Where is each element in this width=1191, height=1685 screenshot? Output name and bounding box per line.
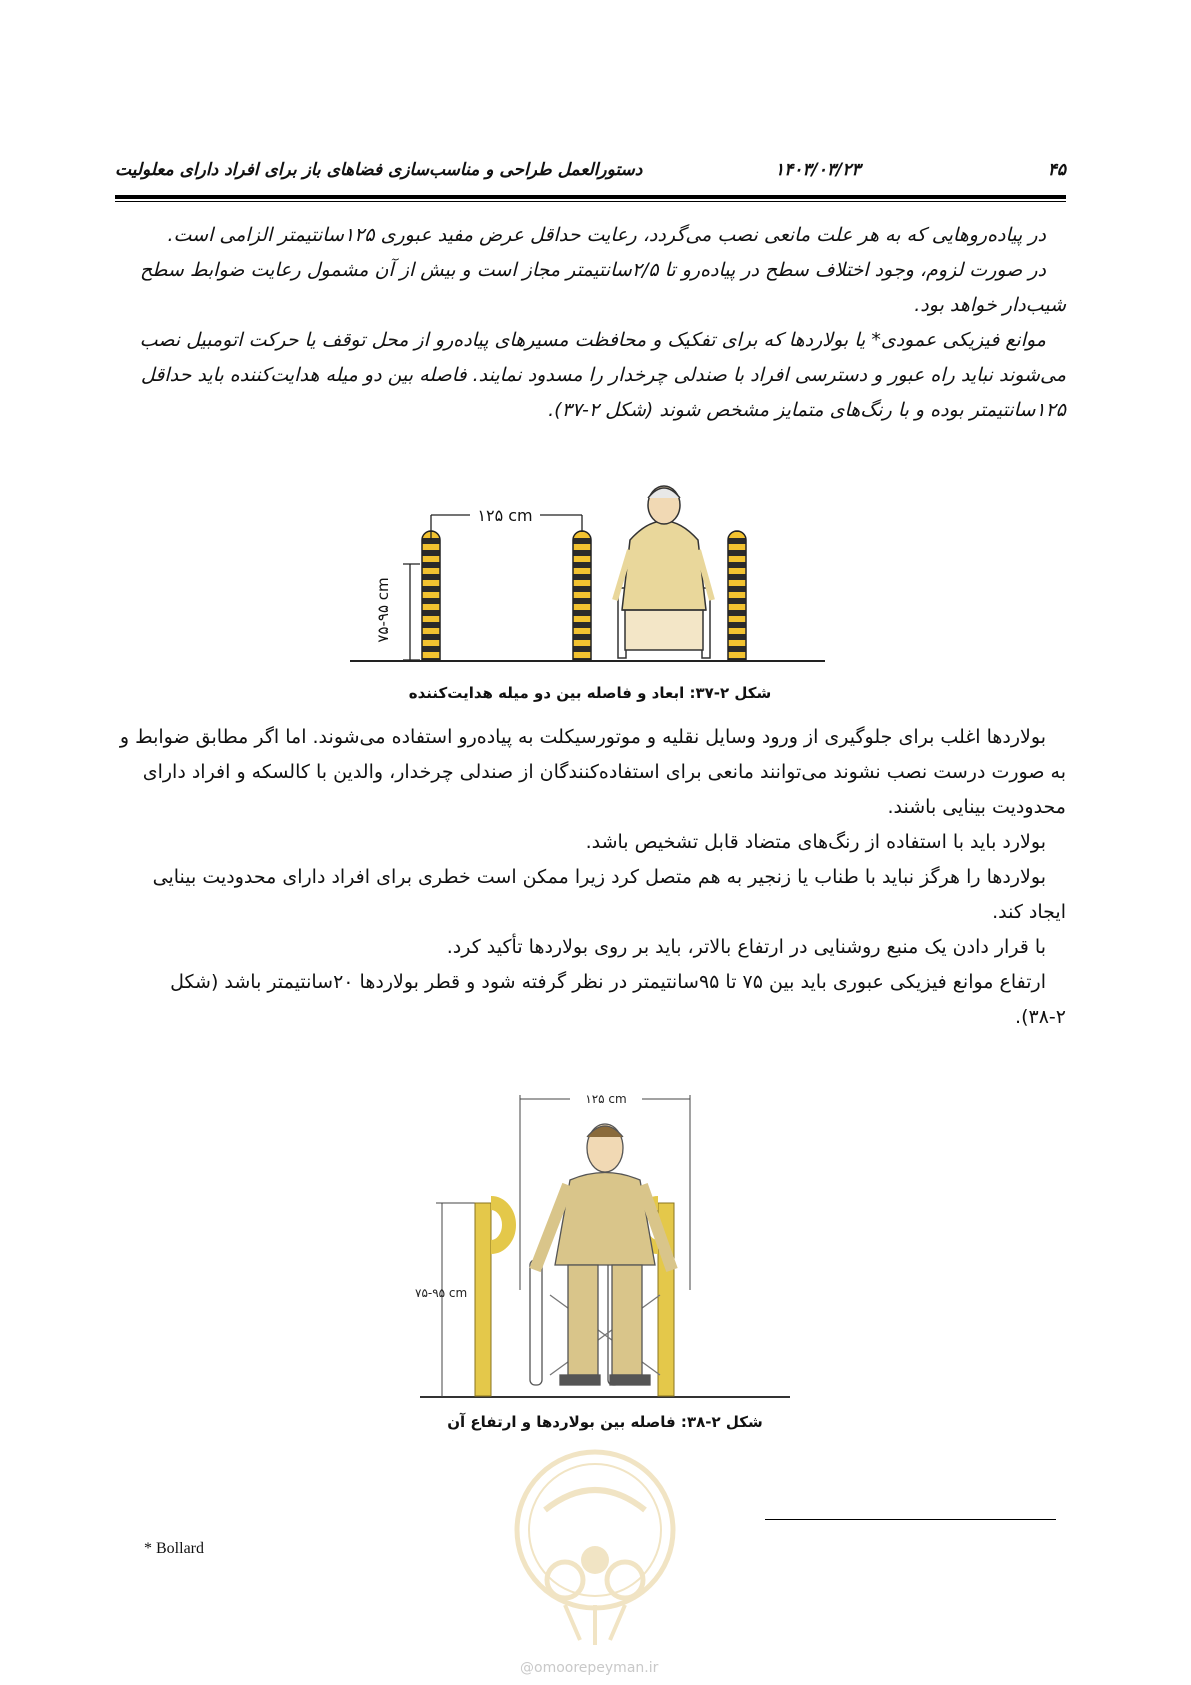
figure-38-caption: شکل ۲-۳۸: فاصله بین بولاردها و ارتفاع آن [447,1413,763,1431]
paragraph: ارتفاع موانع فیزیکی عبوری باید بین ۷۵ تا ۹۵سانتیمتر در نظر گرفته شود و قطر بولاردها ۲۰سانتیمتر باشد (شکل ۲-۳۸). [170,971,1066,1028]
paragraph: در پیاده‌روهایی که به هر علت مانعی نصب می‌گردد، رعایت حداقل عرض مفید عبوری ۱۲۵سانتیمتر الزامی است. [167,224,1046,246]
height-label: ۷۵-۹۵ cm [374,577,392,643]
omoore-peyman-seal-icon [505,1440,685,1650]
wheelchair-user-figure [530,1124,672,1385]
header-title: دستورالعمل طراحی و مناسب‌سازی فضاهای باز برای افراد دارای معلولیت [115,160,643,180]
bollard-right [728,531,746,660]
footnote-rule [765,1519,1056,1520]
figure-37-diagram [340,460,840,670]
bollard-left [475,1203,509,1396]
footnote: * Bollard [144,1540,204,1557]
paragraph: با قرار دادن یک منبع روشنایی در ارتفاع بالاتر، باید بر روی بولاردها تأکید کرد. [446,936,1046,958]
header-rule-thin [115,201,1066,202]
header-date: ۱۴۰۳/۰۳/۲۳ [775,160,861,180]
width-label: ۱۲۵ cm [477,506,533,525]
height-dimension [403,564,420,660]
bollard-middle [573,531,591,660]
wheelchair-user-figure [615,486,712,658]
width-label: ۱۲۵ cm [585,1092,627,1106]
figure-37-caption: شکل ۲-۳۷: ابعاد و فاصله بین دو میله هدایت‌کننده [408,684,772,702]
page-header [115,160,1066,188]
bollard-left [422,531,440,660]
height-dimension [436,1203,475,1397]
paragraph: بولاردها را هرگز نباید با طناب یا زنجیر به هم متصل کرد زیرا ممکن است خطری برای افراد دارای محدودیت بینایی ایجاد کند. [152,866,1066,923]
watermark-text: @omoorepeyman.ir [520,1660,659,1676]
section-1 [115,218,1066,428]
figure-38-diagram [410,1085,800,1405]
page-number: ۴۵ [1047,160,1066,180]
header-rule-thick [115,195,1066,199]
paragraph: موانع فیزیکی عمودی* یا بولاردها که برای تفکیک و محافظت مسیرهای پیاده‌رو از محل توقف یا حرکت اتومبیل نصب می‌شوند نباید راه عبور و دسترسی افراد با صندلی چرخدار را مسدود نمایند. فاصله بین دو میله هدایت‌کننده باید حداقل ۱۲۵سانتیمتر بوده و با رنگ‌های متمایز مشخص شوند (شکل ۲-۳۷). [139,329,1066,421]
paragraph: در صورت لزوم، وجود اختلاف سطح در پیاده‌رو تا ۲/۵سانتیمتر مجاز است و بیش از آن مشمول رعایت ضوابط سطح شیب‌دار خواهد بود. [140,259,1066,316]
section-2 [115,720,1066,1035]
paragraph: بولارد باید با استفاده از رنگ‌های متضاد قابل تشخیص باشد. [585,831,1046,853]
height-label: ۷۵-۹۵ cm [415,1286,468,1300]
paragraph: بولاردها اغلب برای جلوگیری از ورود وسایل نقلیه و موتورسیکلت به پیاده‌رو استفاده می‌شوند. اما اگر مطابق ضوابط و به صورت درست نصب نشوند می‌توانند مانعی برای استفاده‌کنندگان از صندلی چرخدار، والدین با کالسکه و افراد دارای محدودیت بینایی باشند. [119,726,1066,818]
